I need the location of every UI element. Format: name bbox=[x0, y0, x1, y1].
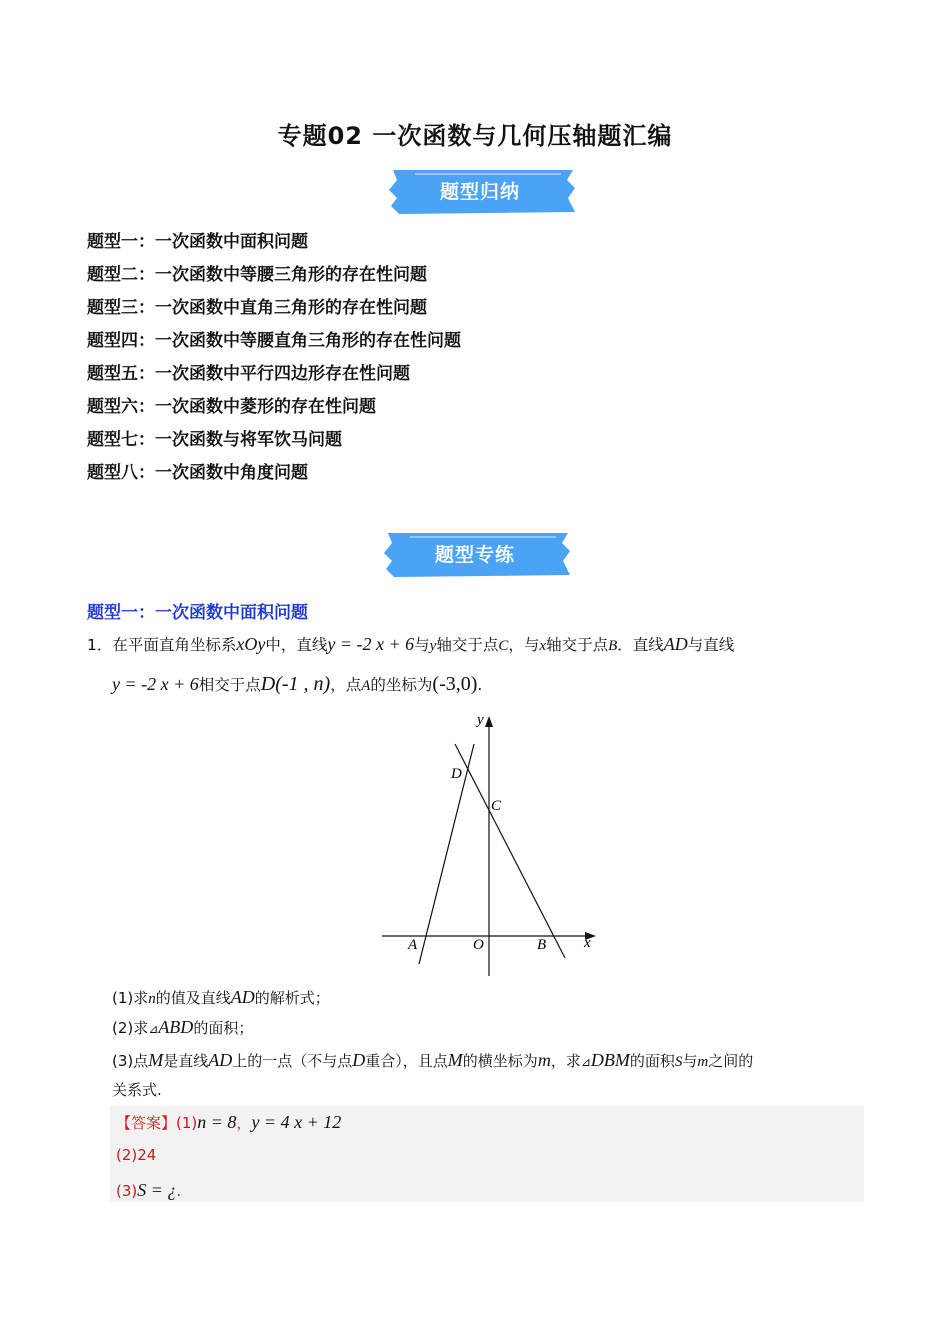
line-ad bbox=[419, 744, 474, 964]
toc-item: 题型一：一次函数中面积问题 bbox=[87, 232, 308, 252]
toc-item: 题型二：一次函数中等腰三角形的存在性问题 bbox=[87, 265, 427, 285]
line-dcb bbox=[455, 744, 565, 958]
label-a: A bbox=[408, 937, 418, 953]
y-axis-arrow bbox=[485, 716, 493, 727]
sub-question-3: (3)点M是直线AD上的一点（不与点D重合），且点M的横坐标为m，求⊿DBM的面积S与m之间的 bbox=[112, 1050, 754, 1070]
answer-line-2: (2)24 bbox=[116, 1146, 157, 1164]
label-o: O bbox=[473, 937, 484, 953]
section-title: 题型一：一次函数中面积问题 bbox=[87, 603, 308, 623]
label-x: x bbox=[584, 935, 591, 951]
question-line-1: 1．在平面直角坐标系xOy中，直线y = -2 x + 6与y轴交于点C，与x轴交于点B．直线AD与直线 bbox=[87, 634, 735, 654]
label-b: B bbox=[537, 937, 547, 953]
toc-item: 题型四：一次函数中等腰直角三角形的存在性问题 bbox=[87, 331, 461, 351]
toc-item: 题型六：一次函数中菱形的存在性问题 bbox=[87, 397, 376, 417]
practice-banner bbox=[380, 531, 580, 579]
label-y: y bbox=[477, 712, 484, 728]
sub-question-2: (2)求⊿ABD的面积； bbox=[112, 1017, 254, 1037]
answer-line-1: 【答案】(1)n = 8，y = 4 x + 12 bbox=[116, 1112, 342, 1132]
summary-banner bbox=[385, 168, 585, 216]
answer-line-3: (3)S = ¿. bbox=[116, 1180, 182, 1200]
summary-banner-label: 题型归纳 bbox=[439, 181, 520, 203]
practice-banner-label: 题型专练 bbox=[434, 544, 515, 566]
label-c: C bbox=[491, 798, 502, 814]
sub-question-1: (1)求n的值及直线AD的解析式； bbox=[112, 987, 330, 1007]
answer-label: 【答案】 bbox=[116, 1114, 177, 1132]
page-title: 专题02 一次函数与几何压轴题汇编 bbox=[277, 122, 673, 150]
toc-item: 题型三：一次函数中直角三角形的存在性问题 bbox=[87, 298, 427, 318]
coordinate-figure bbox=[370, 706, 610, 978]
sub-question-3-cont: 关系式. bbox=[112, 1081, 162, 1099]
toc-item: 题型五：一次函数中平行四边形存在性问题 bbox=[87, 364, 410, 384]
toc-item: 题型七：一次函数与将军饮马问题 bbox=[87, 430, 342, 450]
question-number: 1． bbox=[87, 636, 113, 654]
toc-item: 题型八：一次函数中角度问题 bbox=[87, 463, 308, 483]
label-d: D bbox=[451, 766, 462, 782]
question-line-2: y = -2 x + 6相交于点D(-1 , n)，点A的坐标为(-3,0). bbox=[112, 673, 483, 695]
